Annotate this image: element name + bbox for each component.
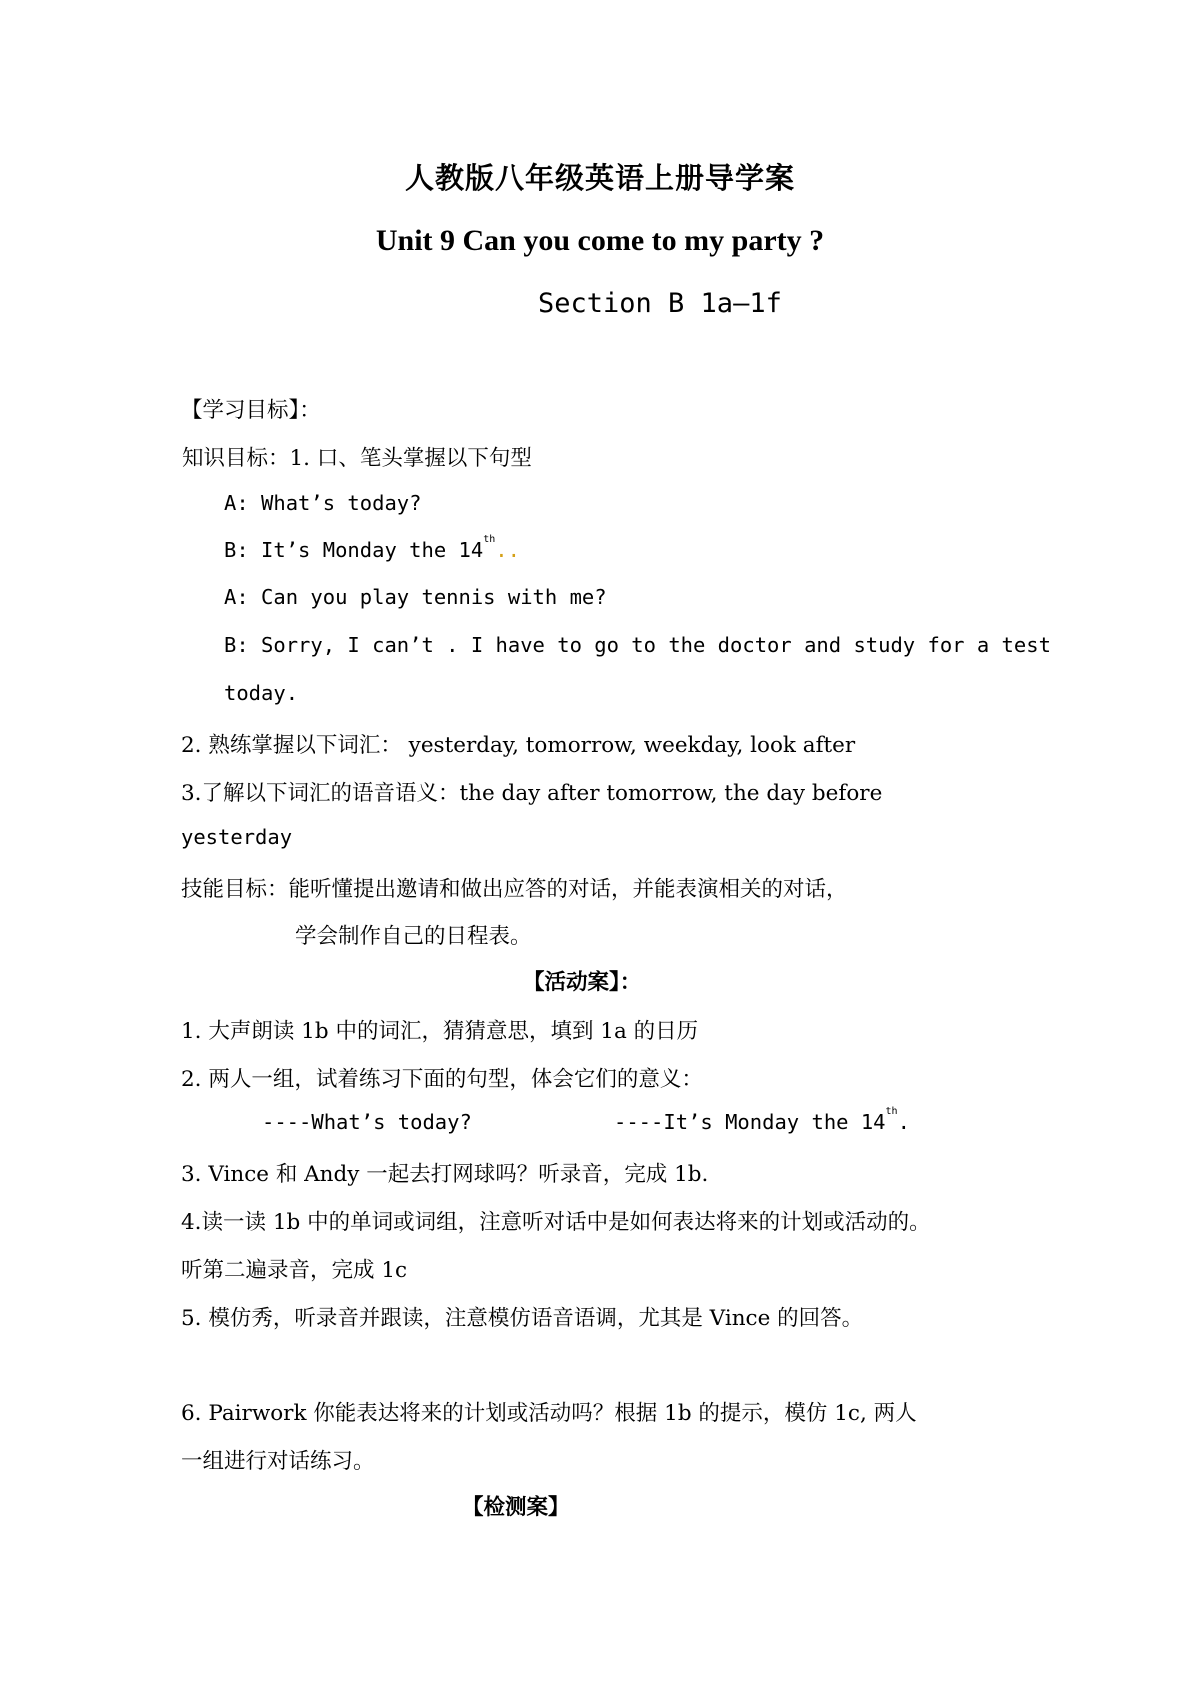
unit-title: Unit 9 Can you come to my party ? (375, 224, 825, 257)
dialog-line-2: B: It’s Monday the 14th.. (224, 534, 520, 562)
page-title: 人教版八年级英语上册导学案 (404, 161, 795, 195)
activity-item-2-answer: ----It’s Monday the 14th. (614, 1106, 910, 1134)
dialog-line-5: today. (224, 681, 299, 705)
activity-item-4-cont: 听第二遍录音，完成 1c (181, 1258, 408, 1283)
dialog-line-3: A: Can you play tennis with me? (224, 585, 607, 609)
objective-point-3-cont: yesterday (181, 825, 293, 849)
objective-point-3: 3.了解以下词汇的语音语义：the day after tomorrow, the day before (181, 781, 883, 806)
knowledge-objective: 知识目标：1. 口、笔头掌握以下句型 (182, 446, 532, 471)
activity-item-6: 6. Pairwork 你能表达将来的计划或活动吗？根据 1b 的提示，模仿 1c, 两人 (181, 1401, 917, 1426)
skill-objective: 技能目标：能听懂提出邀请和做出应答的对话，并能表演相关的对话， (181, 877, 848, 902)
dialog-line-1: A: What’s today? (224, 491, 422, 515)
activity-item-6-cont: 一组进行对话练习。 (181, 1449, 375, 1474)
activities-heading: 【活动案】： (523, 970, 642, 995)
skill-objective-cont: 学会制作自己的日程表。 (295, 924, 532, 949)
activity-item-2: 2. 两人一组，试着练习下面的句型，体会它们的意义： (181, 1067, 703, 1092)
activity-item-3: 3. Vince 和 Andy 一起去打网球吗？听录音，完成 1b. (181, 1162, 709, 1187)
activity-item-2-question: ----What’s today? (262, 1110, 472, 1134)
activity-item-1: 1. 大声朗读 1b 中的词汇，猜猜意思，填到 1a 的日历 (181, 1019, 699, 1044)
objectives-heading: 【学习目标】： (181, 398, 321, 423)
activity-item-5: 5. 模仿秀，听录音并跟读，注意模仿语音语调，尤其是 Vince 的回答。 (181, 1306, 864, 1331)
dialog-line-4: B: Sorry, I can’t . I have to go to the doctor and study for a test (224, 633, 1051, 657)
activity-item-4: 4.读一读 1b 中的单词或词组，注意听对话中是如何表达将来的计划或活动的。 (181, 1210, 931, 1235)
section-title: Section B 1a—1f (538, 288, 782, 319)
objective-point-2: 2. 熟练掌握以下词汇： yesterday, tomorrow, weekday, look after (181, 733, 856, 758)
test-heading: 【检测案】 (462, 1495, 570, 1520)
